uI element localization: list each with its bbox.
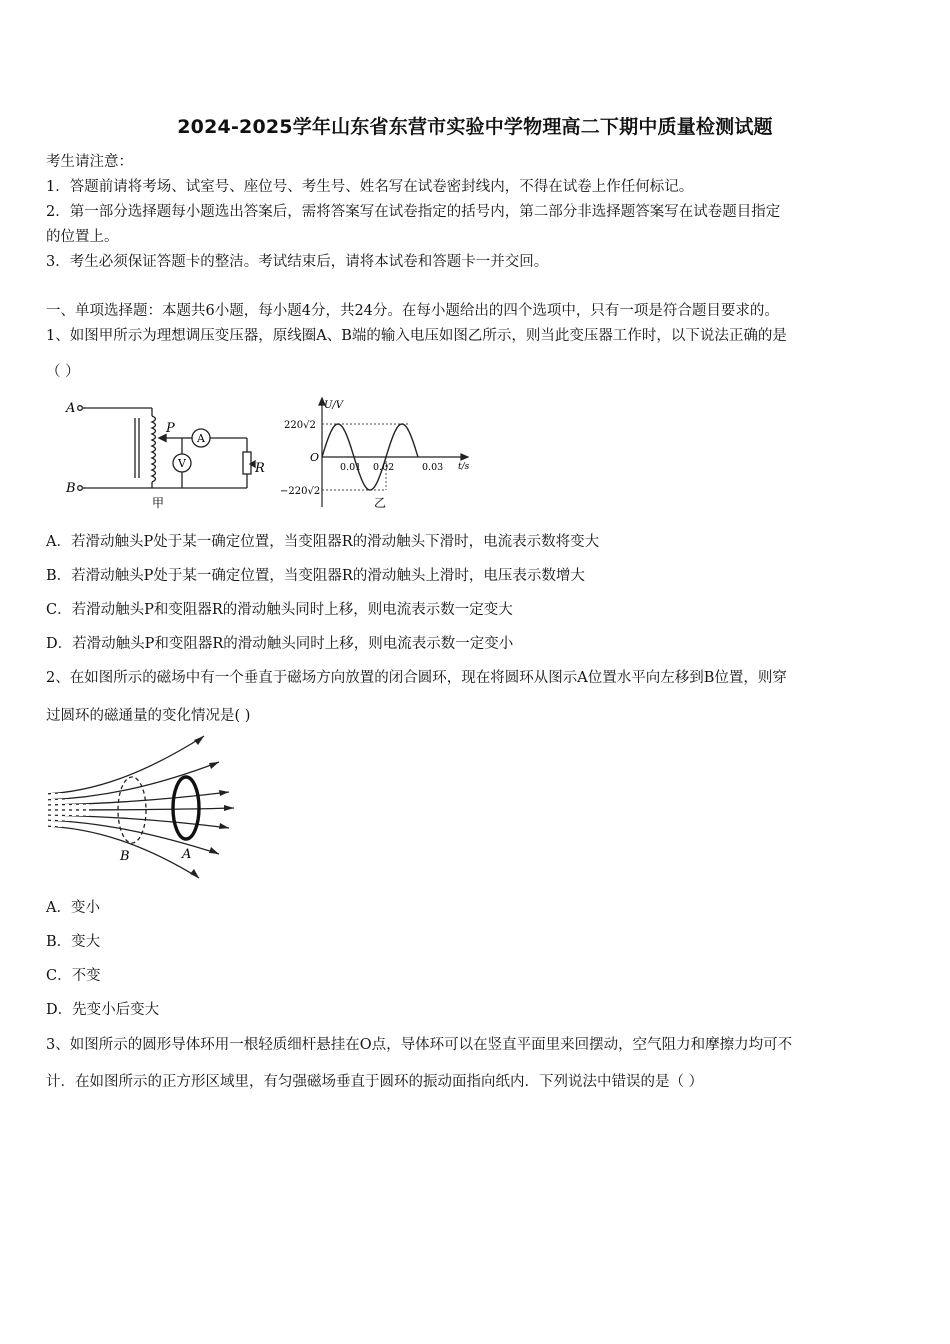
q2-option-d: D．先变小后变大 xyxy=(46,1002,160,1018)
voltmeter-label: V xyxy=(178,457,186,470)
y-min-label: −220√2 xyxy=(280,486,321,497)
voltage-graph-figure xyxy=(278,392,478,514)
y-axis-label: U/V xyxy=(324,400,344,411)
notice-item: 3．考生必须保证答题卡的整洁。考试结束后，请将本试卷和答题卡一并交回。 xyxy=(46,254,549,270)
tick-label-t3: 0.03 xyxy=(422,462,444,473)
q3-stem-cont: 计．在如图所示的正方形区域里，有匀强磁场垂直于圆环的振动面指向纸内．下列说法中错误的是（ ） xyxy=(46,1074,704,1090)
q2-option-a: A．变小 xyxy=(46,900,100,916)
section-heading: 一、单项选择题：本题共6小题，每小题4分，共24分。在每小题给出的四个选项中，只有一项是符合题目要求的。 xyxy=(46,303,779,319)
q2-option-b: B．变大 xyxy=(46,934,101,950)
transformer-circuit-figure xyxy=(62,392,272,510)
q3-stem: 3、如图所示的圆形导体环用一根轻质细杆悬挂在O点，导体环可以在竖直平面里来回摆动，空气阻力和摩擦力均可不 xyxy=(46,1037,793,1053)
terminal-a-label: A xyxy=(66,401,76,416)
resistor-r-label: R xyxy=(255,461,265,476)
page-title: 2024-2025学年山东省东营市实验中学物理高二下期中质量检测试题 xyxy=(177,116,773,138)
notice-item: 2．第一部分选择题每小题选出答案后，需将答案写在试卷指定的括号内，第二部分非选择题答案写在试卷题目指定 xyxy=(46,204,781,220)
notice-heading: 考生请注意： xyxy=(46,154,133,170)
origin-label: O xyxy=(310,451,320,464)
figure-b-caption: 乙 xyxy=(374,496,387,510)
slider-p-label: P xyxy=(166,421,175,436)
q1-option-a: A．若滑动触头P处于某一确定位置，当变阻器R的滑动触头下滑时，电流表示数将变大 xyxy=(46,534,600,550)
q1-stem: 1、如图甲所示为理想调压变压器，原线圈A、B端的输入电压如图乙所示，则当此变压器工作时，以下说法正确的是 xyxy=(46,328,787,344)
magnetic-field-figure xyxy=(44,732,244,884)
notice-item: 的位置上。 xyxy=(46,229,119,245)
tick-label-t2: 0.02 xyxy=(373,462,395,473)
q1-option-d: D．若滑动触头P和变阻器R的滑动触头同时上移，则电流表示数一定变小 xyxy=(46,636,514,652)
q2-stem-cont: 过圆环的磁通量的变化情况是( ) xyxy=(46,708,251,724)
q1-option-c: C．若滑动触头P和变阻器R的滑动触头同时上移，则电流表示数一定变大 xyxy=(46,602,513,618)
x-axis-label: t/s xyxy=(458,462,470,472)
q1-option-b: B．若滑动触头P处于某一确定位置，当变阻器R的滑动触头上滑时，电压表示数增大 xyxy=(46,568,585,584)
y-max-label: 220√2 xyxy=(284,420,316,431)
figure-a-caption: 甲 xyxy=(152,496,165,510)
q1-stem-bracket: （ ） xyxy=(46,364,80,380)
ammeter-label: A xyxy=(197,432,205,445)
q2-option-c: C．不变 xyxy=(46,968,101,984)
notice-item: 1．答题前请将考场、试室号、座位号、考生号、姓名写在试卷密封线内，不得在试卷上作任何标记。 xyxy=(46,179,694,195)
terminal-b-label: B xyxy=(66,481,76,496)
position-b-label: B xyxy=(120,849,130,864)
tick-label-t1: 0.01 xyxy=(340,462,362,473)
q2-stem: 2、在如图所示的磁场中有一个垂直于磁场方向放置的闭合圆环，现在将圆环从图示A位置水平向左移到B位置，则穿 xyxy=(46,670,787,686)
ring-position-a xyxy=(173,777,199,839)
position-a-label: A xyxy=(182,847,192,862)
